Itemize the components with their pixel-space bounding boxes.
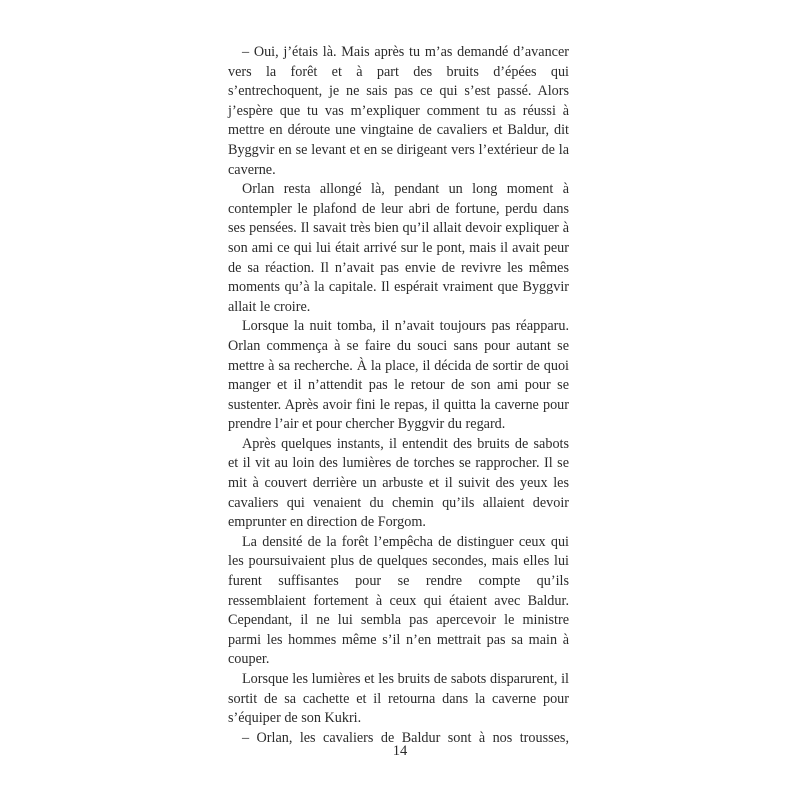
paragraph-dialogue-warning: – Orlan, les cavaliers de Baldur sont à nos trousses, [242, 729, 569, 746]
paragraph-forest-density: La densité de la forêt l’empêcha de distinguer ceux qui les poursuivaient plus de quelques secondes, mais elles lui furent suffisantes pour se rendre compte qu’ils ressemblaient fortement à ceux qui étaient avec Baldur. Cependant, il ne lui sembla pas apercevoir le ministre parmi les hommes même s’il n’en mettrait pas sa main à couper. [228, 533, 569, 668]
page-number: 14 [392, 743, 408, 759]
paragraph-dialogue-byggvir: – Oui, j’étais là. Mais après tu m’as demandé d’avancer vers la forêt et à part des bruits d’épées qui s’entrechoquent, je ne sais pas ce qui s’est passé. Alors j’espère que tu vas m’expliquer comment tu as réussi à mettre en déroute une vingtaine de cavaliers et Baldur, dit Byggvir en se levant et en se dirigeant vers l’extérieur de la caverne. [228, 44, 569, 178]
paragraph-nightfall: Lorsque la nuit tomba, il n’avait toujours pas réapparu. Orlan commença à se faire du souci sans pour autant se mettre à sa recherche. À la place, il décida de sortir de quoi manger et il n’attendit pas le retour de son ami pour se sustenter. Après avoir fini le repas, il quitta la caverne pour prendre l’air et pour chercher Byggvir du regard. [228, 318, 569, 433]
paragraph-return-cave: Lorsque les lumières et les bruits de sabots disparurent, il sortit de sa cachette et il retourna dans la caverne pour s’équiper de son Kukri. [228, 671, 569, 727]
body-text [228, 43, 569, 748]
paragraph-riders-approach: Après quelques instants, il entendit des bruits de sabots et il vit au loin des lumières de torches se rapprocher. Il se mit à couvert derrière un arbuste et il suivit des yeux les cavaliers qui venaient du chemin qu’ils allaient devoir emprunter en direction de Forgom. [228, 435, 569, 531]
paragraph-orlan-thoughts: Orlan resta allongé là, pendant un long moment à contempler le plafond de leur abri de fortune, perdu dans ses pensées. Il savait très bien qu’il allait devoir expliquer à son ami ce qui lui était arrivé sur le pont, mais il avait peur de sa réaction. Il n’avait pas envie de revivre les mêmes moments qu’à la capitale. Il espérait vraiment que Byggvir allait le croire. [228, 181, 569, 315]
